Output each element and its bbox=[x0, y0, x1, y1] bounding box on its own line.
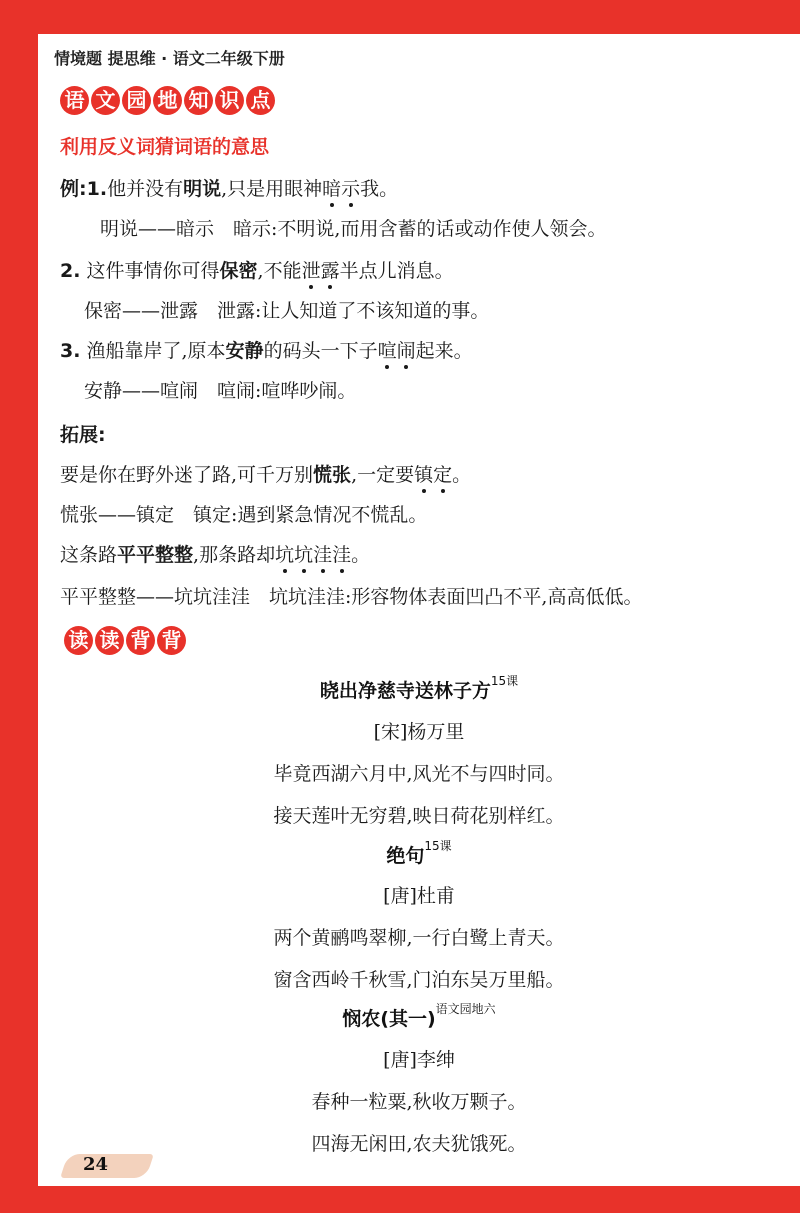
dotted-char: 露 bbox=[320, 260, 340, 282]
dotted-char: 洼 bbox=[313, 544, 333, 566]
sentence-text: 半点儿消息。 bbox=[339, 260, 454, 282]
poem-line: 四海无闲田,农夫犹饿死。 bbox=[311, 1133, 527, 1155]
extension-2 bbox=[60, 540, 370, 567]
sentence-text: 。 bbox=[452, 464, 472, 486]
title-badge: 读 bbox=[95, 626, 124, 655]
keyword: 明说 bbox=[183, 178, 222, 200]
sentence-text: 他并没有 bbox=[107, 178, 184, 200]
bottom-border bbox=[0, 1186, 800, 1213]
sentence-text: 。 bbox=[351, 544, 371, 566]
example-2-note: 保密——泄露 泄露:让人知道了不该知道的事。 bbox=[84, 300, 490, 322]
poem-author: [宋]杨万里 bbox=[373, 721, 465, 743]
sentence-text: ,只是用眼神 bbox=[221, 178, 323, 200]
example-number: 2. bbox=[60, 260, 81, 282]
extension-label: 拓展: bbox=[60, 424, 106, 446]
example-number: 3. bbox=[60, 340, 81, 362]
dotted-char: 坑 bbox=[294, 544, 314, 566]
running-header: 情境题 提思维 · 语文二年级下册 bbox=[54, 49, 285, 68]
example-1-note: 明说——暗示 暗示:不明说,而用含蓄的话或动作使人领会。 bbox=[100, 218, 607, 240]
subtitle: 利用反义词猜词语的意思 bbox=[60, 136, 270, 158]
keyword: 安静 bbox=[225, 340, 264, 362]
poem-title-text: 晓出净慈寺送林子方 bbox=[319, 680, 491, 702]
title-badge: 点 bbox=[246, 86, 275, 115]
dotted-char: 泄 bbox=[301, 260, 321, 282]
sentence-text: ,一定要 bbox=[351, 464, 415, 486]
poem-line: 接天莲叶无穷碧,映日荷花别样红。 bbox=[273, 805, 565, 827]
title-badge: 背 bbox=[157, 626, 186, 655]
top-border bbox=[0, 0, 800, 34]
sentence-text: 的码头一下子 bbox=[263, 340, 378, 362]
poem-line: 两个黄鹂鸣翠柳,一行白鹭上青天。 bbox=[273, 927, 565, 949]
dotted-char: 镇 bbox=[414, 464, 434, 486]
poem-title bbox=[38, 676, 800, 703]
dotted-char: 坑 bbox=[275, 544, 295, 566]
dotted-char: 示 bbox=[341, 178, 361, 200]
dotted-char: 洼 bbox=[332, 544, 352, 566]
sentence-text: 我。 bbox=[360, 178, 399, 200]
poem-lesson-tag: 15课 bbox=[490, 674, 519, 688]
poem-author: [唐]杜甫 bbox=[383, 885, 455, 907]
extension-2-note: 平平整整——坑坑洼洼 坑坑洼洼:形容物体表面凹凸不平,高高低低。 bbox=[60, 586, 643, 608]
keyword: 平平整整 bbox=[117, 544, 194, 566]
title-badge: 读 bbox=[64, 626, 93, 655]
sentence-text: 要是你在野外迷了路,可千万别 bbox=[60, 464, 314, 486]
poem-lesson-tag: 15课 bbox=[424, 839, 452, 853]
section-title-knowledge bbox=[60, 86, 275, 115]
poem-lesson-tag: 语文园地六 bbox=[435, 1002, 496, 1016]
title-badge: 识 bbox=[215, 86, 244, 115]
poem-title bbox=[38, 841, 800, 868]
keyword: 慌张 bbox=[313, 464, 352, 486]
dotted-char: 暗 bbox=[322, 178, 342, 200]
keyword: 保密 bbox=[219, 260, 258, 282]
dotted-char: 闹 bbox=[396, 340, 416, 362]
title-badge: 背 bbox=[126, 626, 155, 655]
poem-line: 窗含西岭千秋雪,门泊东吴万里船。 bbox=[273, 969, 565, 991]
title-badge: 语 bbox=[60, 86, 89, 115]
poem-author: [唐]李绅 bbox=[383, 1049, 455, 1071]
example-number: :1. bbox=[79, 178, 108, 200]
page-number: 24 bbox=[83, 1154, 109, 1175]
title-badge: 园 bbox=[122, 86, 151, 115]
section-title-recite bbox=[64, 626, 186, 655]
example-label: 例 bbox=[60, 178, 80, 200]
title-badge: 文 bbox=[91, 86, 120, 115]
extension-1-note: 慌张——镇定 镇定:遇到紧急情况不慌乱。 bbox=[60, 504, 428, 526]
dotted-char: 定 bbox=[433, 464, 453, 486]
sentence-text: 渔船靠岸了,原本 bbox=[86, 340, 226, 362]
example-1 bbox=[60, 174, 398, 201]
title-badge: 知 bbox=[184, 86, 213, 115]
extension-1 bbox=[60, 460, 471, 487]
page bbox=[38, 34, 800, 1186]
sentence-text: 这条路 bbox=[60, 544, 118, 566]
title-badge: 地 bbox=[153, 86, 182, 115]
poem-line: 毕竟西湖六月中,风光不与四时同。 bbox=[273, 763, 565, 785]
poem-line: 春种一粒粟,秋收万颗子。 bbox=[311, 1091, 527, 1113]
poem-title-text: 绝句 bbox=[386, 845, 425, 867]
sentence-text: ,那条路却 bbox=[193, 544, 276, 566]
example-3-note: 安静——喧闹 喧闹:喧哗吵闹。 bbox=[84, 380, 357, 402]
example-2 bbox=[60, 256, 454, 283]
poem-title-text: 悯农(其一) bbox=[342, 1008, 436, 1030]
sentence-text: 起来。 bbox=[415, 340, 473, 362]
sentence-text: ,不能 bbox=[257, 260, 302, 282]
left-border bbox=[0, 0, 38, 1213]
sentence-text: 这件事情你可得 bbox=[86, 260, 220, 282]
example-3 bbox=[60, 336, 473, 363]
poem-title bbox=[38, 1004, 800, 1031]
dotted-char: 喧 bbox=[377, 340, 397, 362]
